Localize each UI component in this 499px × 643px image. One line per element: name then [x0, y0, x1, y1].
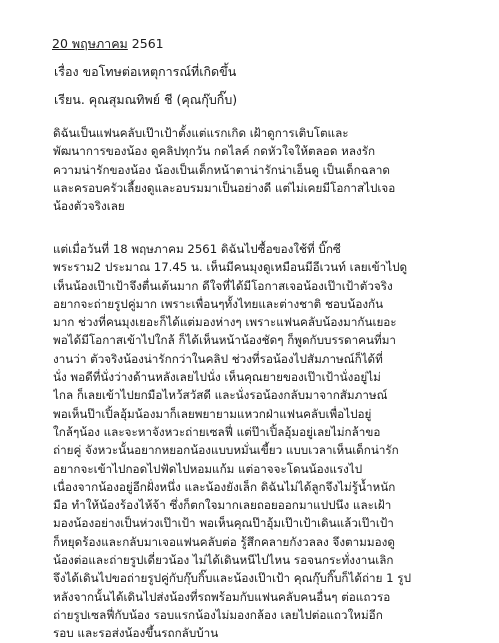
text-line: ดิฉันเป็นแฟนคลับเป๊าเป้าตั้งแต่แรกเกิด เฝ้าดูการเติบโตและ — [53, 126, 349, 140]
text-line: น้องต่อและถ่ายรูปเดี่ยวน้อง ไม่ได้เดินหนีไปไหน รอจนกระทั่งงานเลิก — [53, 553, 394, 568]
text-line: ใกล้ๆน้อง และจะหาจังหวะถ่ายเซลฟี่ แต่ป๊าเปิ้ลอุ้มอยู่เลยไม่กล้าขอ — [53, 424, 381, 439]
date-day: 20 — [52, 36, 68, 51]
date-year: 2561 — [131, 36, 164, 51]
text-line: พัฒนาการของน้อง ดูคลิปทุกวัน กดไลค์ กดหัวใจให้ตลอด หลงรัก — [53, 144, 376, 159]
text-line: เห็นน้องเป๊าเป้าจึงตื่นเต้นมาก ดีใจที่ได้มีโอกาสเจอน้องเป๊าเป้าตัวจริง — [53, 278, 393, 293]
text-line: ความน่ารักของน้อง น้องเป็นเด็กหน้าตาน่ารักน่าเอ็นดู เป็นเด็กฉลาด — [53, 162, 390, 177]
text-line: หลังจากนั้นได้เดินไปส่งน้องที่รถพร้อมกับแฟนคลับคนอื่นๆ ต่อแถวรอ — [53, 589, 391, 604]
text-line: และครอบครัวเลี้ยงดูและอบรมมาเป็นอย่างดี แต่ไม่เคยมีโอกาสไปเจอ — [53, 180, 396, 195]
letter-date — [52, 36, 164, 52]
text-line: ก็หยุดร้องและกลับมาเจอแฟนคลับต่อ รู้สึกคลายกังวลลง จึงตามมองดู — [53, 534, 395, 549]
text-line: พระราม2 ประมาณ 17.45 น. เห็นมีคนมุงดูเหมือนมีอีเวนท์ เลยเข้าไปดู — [53, 260, 408, 275]
text-line: ถ่ายรูปเซลฟี่กับน้อง รอบแรกน้องไม่มองกล้อง เลยไปต่อแถวใหม่อีก — [53, 607, 383, 622]
text-line: พอได้มีโอกาสเข้าไปใกล้ ก็ได้เห็นหน้าน้องชัดๆ ก็พูดกับบรรดาคนที่มา — [53, 333, 396, 348]
text-line: เนื่องจากน้องอยู่อีกฝั่งหนึ่ง และน้องยังเล็ก ดิฉันไม่ได้ลูกจึงไม่รู้น้ำหนัก — [53, 479, 396, 494]
date-month: พฤษภาคม — [71, 36, 128, 51]
letter-subject: เรื่อง ขอโทษต่อเหตุการณ์ที่เกิดขึ้น — [54, 64, 237, 79]
paragraph-intro — [53, 124, 473, 215]
text-line: ไกล ก็เลยเข้าไปยกมือไหว้สวัสดี และนั่งรอน้องกลับมาจากสัมภาษณ์ — [53, 388, 388, 403]
text-line: งานว่า ตัวจริงน้องน่ารักกว่าในคลิป ช่วงที่รอน้องไปสัมภาษณ์ก็ได้ที่ — [53, 351, 383, 366]
text-line: มือ ทำให้น้องร้องไห้จ้า ซึ่งก็ตกใจมากเลยถอยออกมาแปปนึง และเฝ้า — [53, 498, 392, 513]
text-line: น้องตัวจริงเลย — [53, 199, 125, 214]
text-line: อยากจะเข้าไปกอดไปฟัดไปหอมแก้ม แต่อาจจะโดนน้องแรงไป — [53, 461, 363, 476]
letter-recipient: เรียน. คุณสุมณทิพย์ ชี (คุณกุ๊บกิ๊บ) — [54, 92, 238, 107]
text-line: มาก ช่วงที่คนมุงเยอะก็ได้แต่มองห่างๆ เพราะแฟนคลับน้องมากันเยอะ — [53, 315, 397, 330]
text-line: นั่ง พอดีที่นั่งว่างด้านหลังเลยไปนั่ง เห็นคุณยายของเป๊าเป้านั่งอยู่ไม่ — [53, 370, 381, 385]
paragraph-incident — [53, 240, 473, 643]
text-line: รอบ และรอส่งน้องขึ้นรถกลับบ้าน — [53, 626, 219, 641]
text-line: อยากจะถ่ายรูปคู่มาก เพราะเพื่อนๆทั้งไทยและต่างชาติ ชอบน้องกัน — [53, 296, 384, 311]
text-line: มองน้องอย่างเป็นห่วงเป๊าเป้า พอเห็นคุณป๊าอุ้มเป๊าเป้าเดินแล้วเป๊าเป้า — [53, 516, 394, 531]
text-line: จึงได้เดินไปขอถ่ายรูปคู่กับกุ๊บกิ๊บและน้องเป๊าเป้า คุณกุ๊บกิ๊บก็ได้ถ่าย 1 รูป — [53, 571, 411, 586]
text-line: แต่เมื่อวันที่ 18 พฤษภาคม 2561 ดิฉันไปซื้อของใช้ที่ บิ๊กซี — [53, 242, 341, 256]
text-line: ถ่ายคู่ จังหวะนั้นอยากหยอกน้องแบบหมั่นเขี้ยว แบบเวลาเห็นเด็กน่ารัก — [53, 443, 399, 458]
text-line: พอเห็นป๊าเปิ้ลอุ้มน้องมาก็เลยพยายามแหวกฝ่าแฟนคลับเพื่อไปอยู่ — [53, 406, 372, 421]
